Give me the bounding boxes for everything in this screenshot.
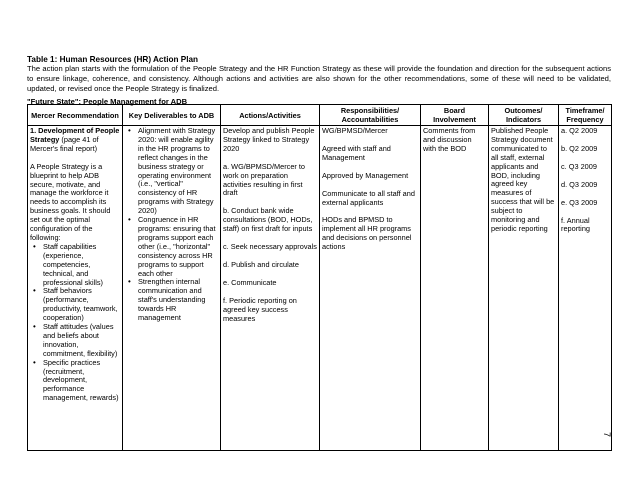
recommendation-heading: 1. Development of People Strategy: [30, 126, 120, 144]
header-deliverables: Key Deliverables to ADB: [123, 105, 221, 126]
recommendation-cell: [28, 126, 123, 451]
action-item: b. Conduct bank wide consultations (BOD, HODs, staff) on first draft for inputs: [223, 206, 313, 234]
deliverables-cell: [123, 126, 221, 451]
table-caption-body: The action plan starts with the formulation of the People Strategy and the HR Function Strategy as these will provide the foundation and direction for the subsequent actions to ensure linkage, coherence, and consistency. Although actions and activities are also shown for the other recommendations, some of these will need to be validated, updated, or revised once the People Strategy is finalized.: [27, 64, 611, 94]
recommendation-intro: A People Strategy is a blueprint to help ADB secure, motivate, and manage the workforce it needs to accomplish its business goals. It should set out the optimal configuration of the following:: [30, 161, 111, 242]
list-item: • Specific practices (recruitment, development, performance management, rewards): [43, 359, 120, 404]
table-header-row: [28, 105, 612, 126]
action-item: a. WG/BPMSD/Mercer to work on preparation activities resulting in first draft: [223, 161, 306, 198]
timeframe-item: a. Q2 2009: [561, 126, 598, 135]
responsibility-item: HODs and BPMSD to implement all HR programs and decisions on personnel actions: [322, 215, 412, 252]
action-item: e. Communicate: [223, 277, 277, 287]
list-item: • Staff attitudes (values and beliefs about innovation, commitment, flexibility): [43, 323, 120, 359]
actions-cell: [221, 126, 320, 451]
outcomes-cell: Published People Strategy document communicated to all staff, external applicants and BOD, including agreed key measures of success that will be subject to monitoring and periodic reporting: [489, 126, 559, 451]
header-recommendation: Mercer Recommendation: [28, 105, 123, 126]
responsibilities-cell: [320, 126, 421, 451]
list-item: • Congruence in HR programs: ensuring that programs support each other (i.e., "horizontal" consistency across HR programs to support each other: [138, 216, 218, 278]
recommendation-ref: (page 41 of Mercer's final report): [30, 134, 99, 153]
action-item: f. Periodic reporting on agreed key success measures: [223, 295, 297, 323]
hr-action-plan-table: [27, 104, 612, 451]
action-item: d. Publish and circulate: [223, 259, 299, 269]
recommendation-bullets: [30, 243, 120, 403]
deliverables-list: [125, 127, 218, 323]
header-timeframe: Timeframe/ Frequency: [559, 105, 612, 126]
table-subtitle: "Future State": People Management for ADB: [27, 97, 188, 106]
responsibility-item: WG/BPMSD/Mercer: [322, 126, 388, 135]
timeframe-item: c. Q3 2009: [561, 161, 597, 171]
list-item: • Staff capabilities (experience, competencies, technical, and professional skills): [43, 243, 120, 288]
timeframe-item: f. Annual reporting: [561, 215, 590, 234]
timeframe-item: b. Q2 2009: [561, 143, 598, 153]
list-item: • Alignment with Strategy 2020: will enable agility in the HR programs to reflect changes in the business strategy or operating environment (i.e., "vertical" consistency of HR programs with Strategy 2020): [138, 127, 218, 216]
table-caption-title: Table 1: Human Resources (HR) Action Plan: [27, 55, 199, 64]
action-item: Develop and publish People Strategy linked to Strategy 2020: [223, 126, 315, 153]
recommendation-title: [30, 127, 120, 154]
timeframe-cell: [559, 126, 612, 451]
timeframe-item: d. Q3 2009: [561, 179, 598, 189]
list-item: • Strengthen internal communication and staff's understanding towards HR management: [138, 278, 218, 323]
responsibility-item: Approved by Management: [322, 170, 409, 180]
list-item: • Staff behaviors (performance, productivity, teamwork, cooperation): [43, 287, 120, 323]
header-outcomes: Outcomes/ Indicators: [489, 105, 559, 126]
header-actions: Actions/Activities: [221, 105, 320, 126]
responsibility-item: Agreed with staff and Management: [322, 143, 391, 162]
header-responsibilities: Responsibilities/ Accountabilities: [320, 105, 421, 126]
table-row: [28, 126, 612, 451]
action-item: c. Seek necessary approvals: [223, 242, 317, 252]
board-involvement-cell: Comments from and discussion with the BOD: [421, 126, 489, 451]
responsibility-item: Communicate to all staff and external applicants: [322, 188, 415, 207]
page-number: 7: [602, 432, 612, 438]
header-board: Board Involvement: [421, 105, 489, 126]
timeframe-item: e. Q3 2009: [561, 197, 598, 207]
